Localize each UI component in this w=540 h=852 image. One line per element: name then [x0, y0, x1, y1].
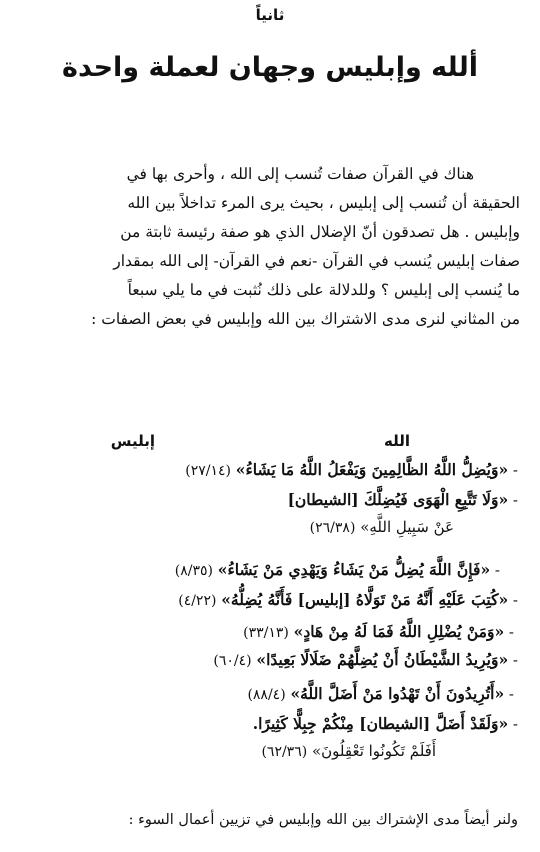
- verse-reference: (٢٦/٣٨): [309, 520, 356, 536]
- verse-text: «وَلَا تَتَّبِعِ الْهَوَى فَيُضِلَّكَ [الشيطان]: [287, 490, 509, 509]
- verse-reference: (٨/٣٥): [174, 563, 213, 579]
- verse-text: «وَلَقَدْ أَضَلَّ [الشيطان] مِنْكُمْ جِبِلًّا كَثِيرًا.: [252, 714, 509, 733]
- verse-reference: (٦٢/٣٦): [261, 744, 308, 760]
- intro-line: من المثاني لنرى مدى الاشتراك بين الله وإبليس في بعض الصفات :: [91, 310, 520, 328]
- verse-reference: (٤/٢٢): [178, 593, 217, 609]
- verse-row: [261, 742, 436, 760]
- verse-text: «وَيُضِلُّ اللَّهُ الظَّالِمِينَ وَيَفْعَلُ اللَّهُ مَا يَشَاءُ»: [235, 460, 509, 479]
- verse-reference: (٨٨/٤): [247, 687, 286, 703]
- verse-dash: -: [512, 491, 518, 509]
- verse-text: «كُتِبَ عَلَيْهِ أَنَّهُ مَنْ تَوَلَّاهُ [إبليس] فَأَنَّهُ يُضِلُّهُ»: [221, 590, 509, 609]
- intro-line: الحقيقة أن تُنسب إلى إبليس ، بحيث يرى المرء تداخلاً بين الله: [127, 194, 520, 212]
- verse-row: [247, 684, 514, 703]
- verse-row: [243, 622, 514, 641]
- page-title: ألله وإبليس وجهان لعملة واحدة: [62, 52, 478, 83]
- verse-dash: -: [508, 685, 514, 703]
- intro-line: وإبليس . هل تصدقون أنّ الإضلال الذي هو صفة رئيسة ثابتة من: [120, 223, 520, 241]
- verse-dash: -: [512, 651, 518, 669]
- intro-paragraph: [28, 160, 520, 334]
- verse-dash: -: [508, 623, 514, 641]
- verse-row: [310, 518, 454, 536]
- verse-reference: (٦٠/٤): [213, 653, 252, 669]
- verse-dash: -: [494, 561, 500, 579]
- closing-line: ولنر أيضاً مدى الإشتراك بين الله وإبليس في تزيين أعمال السوء :: [128, 812, 518, 828]
- verse-reference: (٢٧/١٤): [185, 463, 232, 479]
- verse-text: «وَيُرِيدُ الشَّيْطَانُ أَنْ يُضِلَّهُمْ ضَلَالًا بَعِيدًا»: [256, 650, 509, 669]
- section-label: ثانياً: [255, 6, 285, 24]
- verse-dash: -: [512, 591, 518, 609]
- column-header-allah: الله: [384, 432, 410, 450]
- intro-line: هناك في القرآن صفات تُنسب إلى الله ، وأحرى بها في: [126, 165, 474, 183]
- verse-dash: -: [512, 461, 518, 479]
- verse-reference: (٣٣/١٣): [243, 625, 289, 641]
- verse-row: [213, 650, 518, 669]
- intro-line: ما يُنسب إلى إبليس ؟ وللدلالة على ذلك نُثبت في ما يلي سبعاً: [127, 281, 520, 299]
- verse-text: «فَإِنَّ اللَّهَ يُضِلُّ مَنْ يَشَاءُ وَيَهْدِي مَنْ يَشَاءُ»: [217, 560, 491, 579]
- verse-text: أَفَلَمْ تَكُونُوا تَعْقِلُونَ»: [311, 742, 436, 760]
- verse-row: [178, 590, 518, 609]
- column-header-iblis: إبليس: [110, 432, 155, 450]
- verse-dash: -: [512, 715, 518, 733]
- verse-row: [288, 490, 518, 509]
- verse-row: [175, 560, 500, 579]
- verse-text: «أَتُرِيدُونَ أَنْ تَهْدُوا مَنْ أَضَلَّ اللَّهُ»: [290, 684, 505, 703]
- verse-text: عَنْ سَبِيلِ اللَّهِ»: [360, 518, 454, 536]
- verse-row: [185, 460, 518, 479]
- verse-row: [253, 714, 518, 733]
- verse-text: «وَمَنْ يُضْلِلِ اللَّهُ فَمَا لَهُ مِنْ هَادٍ»: [293, 622, 505, 641]
- intro-line: صفات إبليس يُنسب في القرآن -نعم في القرآن- إلى الله بمقدار: [113, 252, 520, 270]
